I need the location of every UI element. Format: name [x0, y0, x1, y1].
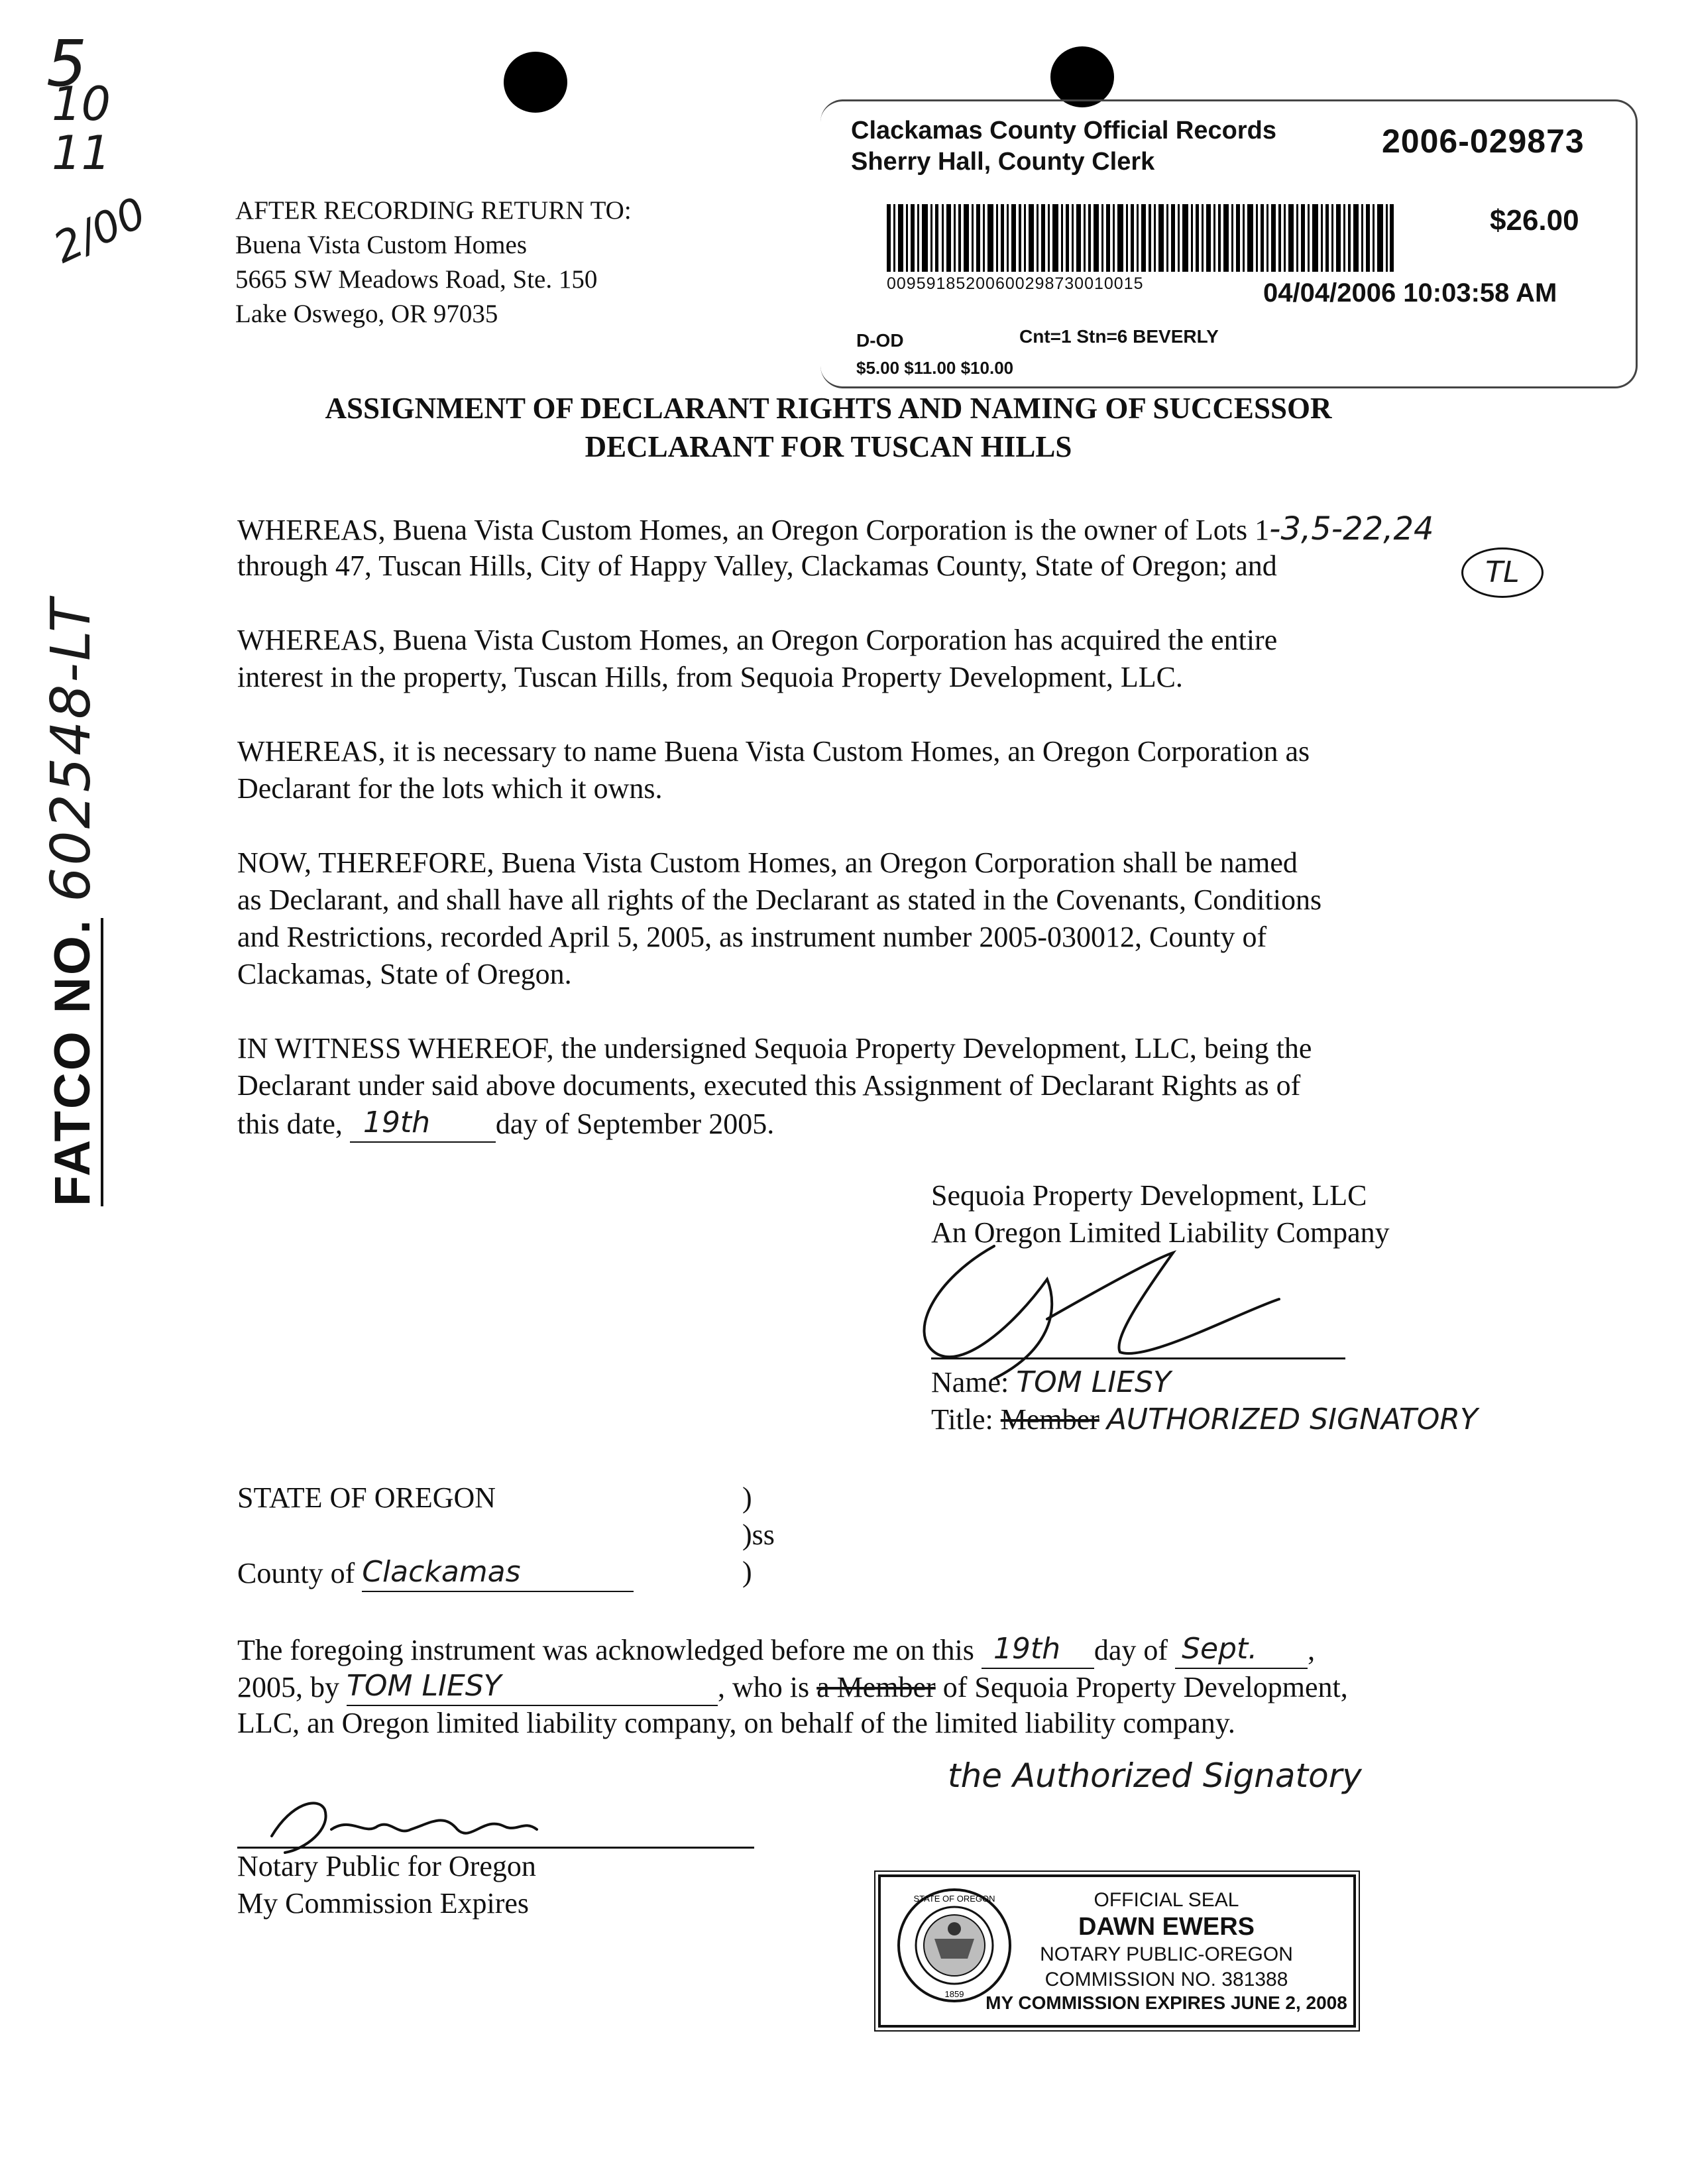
seal-emblem-year: 1859 — [944, 1989, 964, 1999]
signer-company-type: An Oregon Limited Liability Company — [931, 1216, 1390, 1249]
signer-title: AUTHORIZED SIGNATORY — [1106, 1403, 1478, 1436]
acknowledgement-line-3: LLC, an Oregon limited liability company, on behalf of the limited liability company. — [237, 1707, 1235, 1739]
fatco-number-stamp — [40, 597, 103, 1206]
recording-barcode — [887, 204, 1394, 272]
paragraph-5-line-3: this date, 19th day of September 2005. — [237, 1104, 1496, 1143]
paragraph-1-line-1: WHEREAS, Buena Vista Custom Homes, an Oregon Corporation is the owner of Lots 1-3,5-22,24 — [237, 510, 1434, 547]
recording-datetime: 04/04/2006 10:03:58 AM — [1263, 278, 1557, 308]
seal-line-1: OFFICIAL SEAL — [1094, 1889, 1239, 1911]
recording-amounts: $5.00 $11.00 $10.00 — [856, 358, 1014, 378]
return-to-address-line1: 5665 SW Meadows Road, Ste. 150 — [235, 265, 598, 294]
ack-name: TOM LIESY — [347, 1669, 502, 1703]
seal-notary-name: DAWN EWERS — [1078, 1913, 1255, 1941]
punch-hole-left — [504, 52, 567, 113]
signer-title-struck: Member — [1000, 1403, 1099, 1436]
fatco-label: FATCO NO. — [44, 918, 103, 1206]
document-title-line1: ASSIGNMENT OF DECLARANT RIGHTS AND NAMING OF SUCCESSOR — [325, 392, 1332, 425]
ack-handwritten-insert: the Authorized Signatory — [948, 1756, 1362, 1795]
margin-note-number: 5 — [46, 27, 87, 101]
margin-note-fraction: 10 11 — [52, 77, 111, 180]
ack-month: Sept. — [1182, 1632, 1258, 1666]
seal-commission-number: COMMISSION NO. 381388 — [1044, 1969, 1288, 1990]
notary-commission-expires: My Commission Expires — [237, 1887, 530, 1920]
notary-state: STATE OF OREGON — [237, 1481, 496, 1514]
paragraph-5-line-1: IN WITNESS WHEREOF, the undersigned Sequoia Property Development, LLC, being the — [237, 1032, 1312, 1064]
recording-office: Clackamas County Official Records — [851, 117, 1276, 144]
paragraph-2-line-2: interest in the property, Tuscan Hills, from Sequoia Property Development, LLC. — [237, 661, 1183, 693]
paragraph-4-line-3: and Restrictions, recorded April 5, 2005, as instrument number 2005-030012, County of — [237, 921, 1267, 953]
seal-commission-expiry: MY COMMISSION EXPIRES JUNE 2, 2008 — [985, 1992, 1347, 2013]
circled-initials: TL — [1461, 547, 1544, 598]
notary-paren-open: ) — [742, 1481, 752, 1514]
barcode-digits: 00959185200600298730010015 — [887, 274, 1144, 293]
signature-line — [931, 1357, 1345, 1359]
recording-doc-type: D-OD — [856, 330, 904, 351]
recording-clerk: Sherry Hall, County Clerk — [851, 148, 1155, 176]
witness-day: 19th — [363, 1106, 430, 1139]
paragraph-3-line-2: Declarant for the lots which it owns. — [237, 772, 663, 805]
signer-title-row: Title: Member AUTHORIZED SIGNATORY — [931, 1403, 1478, 1436]
notary-title: Notary Public for Oregon — [237, 1850, 536, 1882]
recording-fee: $26.00 — [1490, 204, 1579, 237]
return-to-name: Buena Vista Custom Homes — [235, 231, 528, 259]
punch-hole-right — [1050, 46, 1114, 107]
paragraph-4-line-4: Clackamas, State of Oregon. — [237, 958, 572, 990]
signer-company: Sequoia Property Development, LLC — [931, 1179, 1367, 1212]
seal-line-3: NOTARY PUBLIC-OREGON — [1040, 1943, 1293, 1965]
return-to-block — [235, 194, 632, 331]
signer-name-row: Name: TOM LIESY — [931, 1365, 1171, 1399]
acknowledgement-line-2: 2005, by TOM LIESY , who is a Member of Sequoia Property Development, — [237, 1668, 1496, 1706]
paragraph-1-line-2: through 47, Tuscan Hills, City of Happy Valley, Clackamas County, State of Oregon; and — [237, 549, 1277, 582]
fatco-number: 602548-LT — [40, 597, 103, 902]
return-to-address-line2: Lake Oswego, OR 97035 — [235, 300, 498, 328]
notary-county-row: County of Clackamas — [237, 1554, 1496, 1592]
ack-day: 19th — [993, 1632, 1061, 1666]
handwritten-lots-insert: -3,5-22,24 — [1269, 510, 1434, 547]
margin-note-date: 2/00 — [46, 188, 154, 274]
ack-struck-member: a Member — [816, 1671, 936, 1703]
recording-counts: Cnt=1 Stn=6 BEVERLY — [1019, 326, 1219, 347]
paragraph-4-line-1: NOW, THEREFORE, Buena Vista Custom Homes, an Oregon Corporation shall be named — [237, 846, 1298, 879]
paragraph-3-line-1: WHEREAS, it is necessary to name Buena Vista Custom Homes, an Oregon Corporation as — [237, 735, 1310, 768]
paragraph-4-line-2: as Declarant, and shall have all rights of the Declarant as stated in the Covenants, Conditions — [237, 884, 1322, 916]
acknowledgement-line-1: The foregoing instrument was acknowledged before me on this 19th day of Sept. , — [237, 1631, 1496, 1669]
recording-number: 2006-029873 — [1382, 123, 1585, 160]
seal-emblem-top-text: STATE OF OREGON — [913, 1894, 995, 1904]
signer-name: TOM LIESY — [1016, 1365, 1171, 1399]
notary-ss: )ss — [742, 1519, 775, 1551]
notary-paren-close: ) — [742, 1556, 752, 1588]
notary-county: Clackamas — [362, 1555, 521, 1589]
paragraph-5-line-2: Declarant under said above documents, executed this Assignment of Declarant Rights as of — [237, 1069, 1301, 1102]
document-title-line2: DECLARANT FOR TUSCAN HILLS — [585, 430, 1072, 463]
return-to-heading: AFTER RECORDING RETURN TO: — [235, 196, 632, 225]
paragraph-2-line-1: WHEREAS, Buena Vista Custom Homes, an Oregon Corporation has acquired the entire — [237, 624, 1278, 656]
